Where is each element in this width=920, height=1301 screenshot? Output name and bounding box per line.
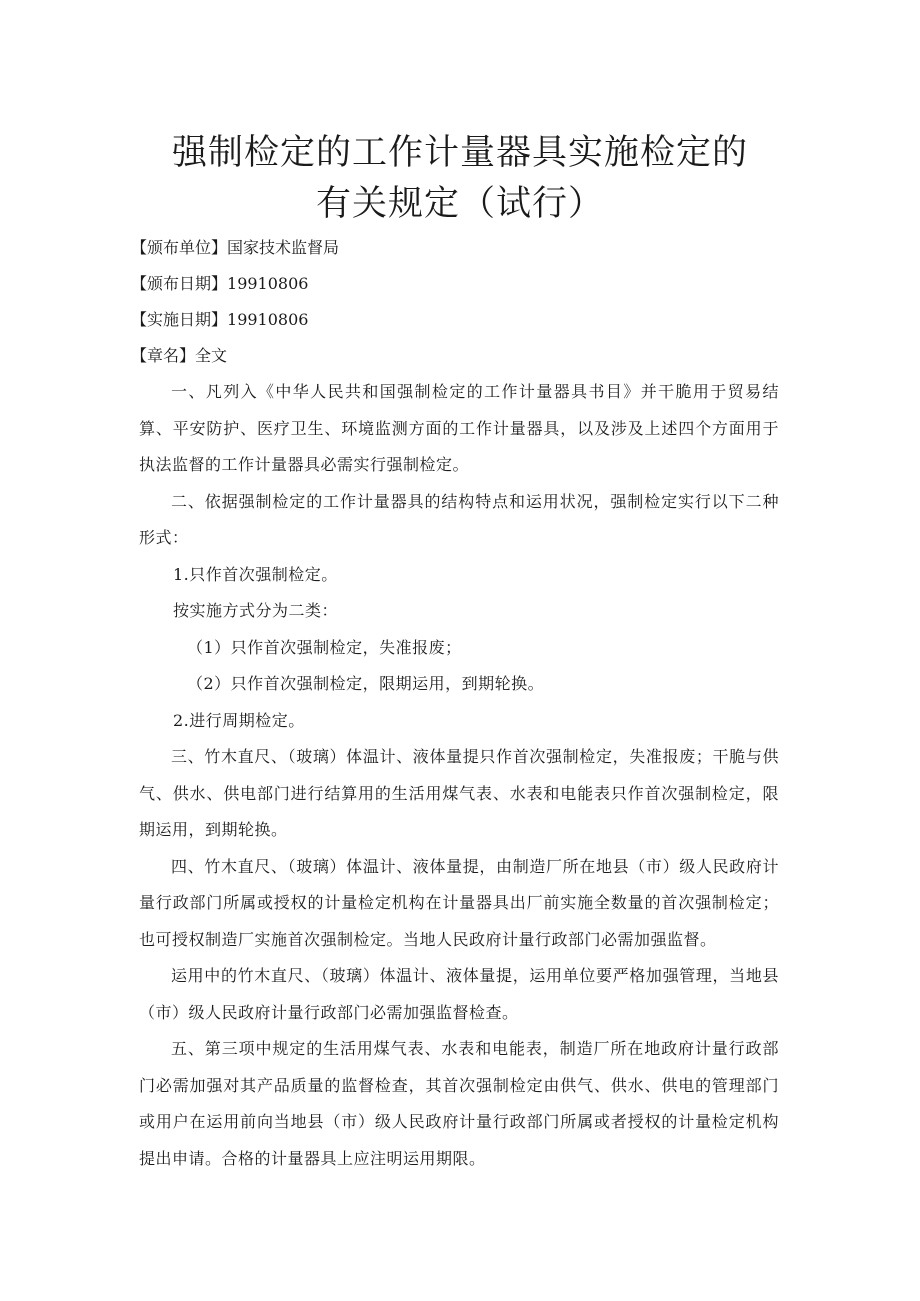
paragraph-article-4: 四、竹木直尺、（玻璃）体温计、液体量提，由制造厂所在地县（市）级人民政府计量行政部门所属或授权的计量检定机构在计量器具出厂前实施全数量的首次强制检定；也可授权制造厂实施首次强制检定。当地人民政府计量行政部门必需加强监督。 bbox=[139, 856, 779, 949]
meta-value: 19910806 bbox=[227, 274, 309, 293]
meta-issue-date bbox=[131, 273, 308, 295]
meta-label: 【颁布单位】 bbox=[131, 238, 228, 257]
paragraph-article-2: 二、依据强制检定的工作计量器具的结构特点和运用状况，强制检定实行以下二种形式： bbox=[139, 491, 779, 547]
meta-label: 【颁布日期】 bbox=[131, 274, 228, 293]
paragraph-subitem-1: （1）只作首次强制检定，失准报废； bbox=[187, 637, 462, 657]
paragraph-article-5: 五、第三项中规定的生活用煤气表、水表和电能表，制造厂所在地政府计量行政部门必需加强对其产品质量的监督检查，其首次强制检定由供气、供水、供电的管理部门或用户在运用前向当地县（市）级人民政府计量行政部门所属或者授权的计量检定机构提出申请。合格的计量器具上应注明运用期限。 bbox=[139, 1039, 779, 1168]
meta-issuing-unit bbox=[131, 237, 339, 259]
meta-label: 【实施日期】 bbox=[131, 310, 228, 329]
meta-label: 【章名】 bbox=[131, 346, 196, 365]
paragraph-article-4-supplement: 运用中的竹木直尺、（玻璃）体温计、液体量提，运用单位要严格加强管理，当地县（市）级人民政府计量行政部门必需加强监督检查。 bbox=[139, 966, 779, 1022]
paragraph-article-3: 三、竹木直尺、（玻璃）体温计、液体量提只作首次强制检定，失准报废；干脆与供气、供水、供电部门进行结算用的生活用煤气表、水表和电能表只作首次强制检定，限期运用，到期轮换。 bbox=[139, 747, 779, 839]
paragraph-item-2: 2.进行周期检定。 bbox=[173, 710, 305, 730]
meta-value: 国家技术监督局 bbox=[227, 238, 340, 257]
meta-value: 19910806 bbox=[227, 310, 309, 329]
document-title-line-1: 强制检定的工作计量器具实施检定的 bbox=[171, 133, 748, 173]
paragraph-subitem-2: （2）只作首次强制检定，限期运用，到期轮换。 bbox=[187, 674, 545, 693]
meta-effective-date bbox=[131, 309, 308, 331]
document-body bbox=[139, 374, 779, 1177]
meta-chapter bbox=[131, 345, 227, 367]
document-title-line-2: 有关规定（试行） bbox=[315, 184, 604, 224]
paragraph-item-1: 1.只作首次强制检定。 bbox=[173, 564, 338, 584]
meta-value: 全文 bbox=[195, 346, 228, 365]
paragraph-item-1-intro: 按实施方式分为二类： bbox=[173, 601, 339, 620]
paragraph-article-1: 一、凡列入《中华人民共和国强制检定的工作计量器具书目》并干脆用于贸易结算、平安防护、医疗卫生、环境监测方面的工作计量器具，以及涉及上述四个方面用于执法监督的工作计量器具必需实行强制检定。 bbox=[139, 382, 779, 474]
